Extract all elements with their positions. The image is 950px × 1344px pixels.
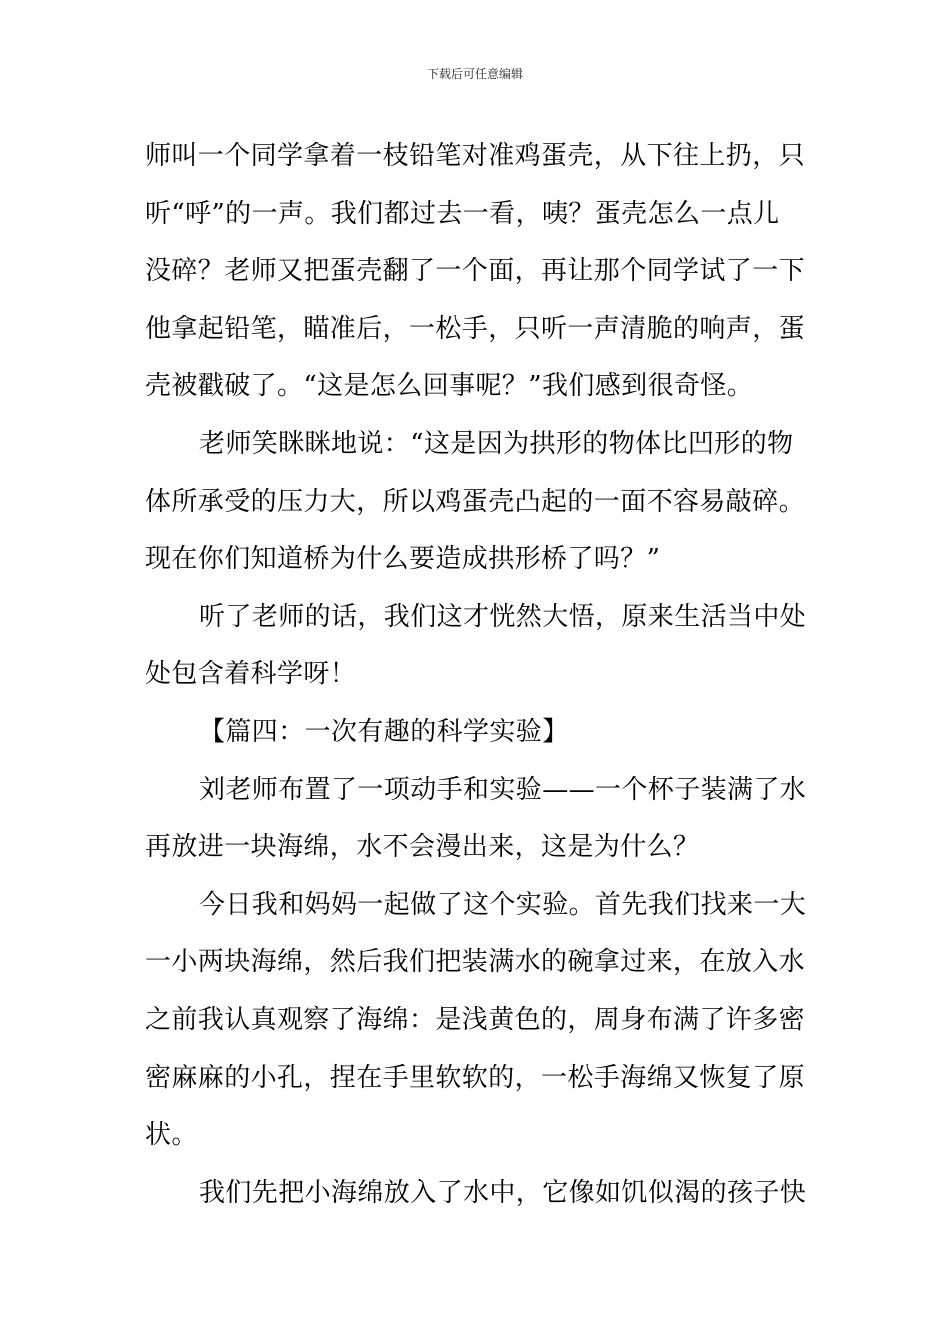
text-line: 一小两块海绵，然后我们把装满水的碗拿过来，在放入水 [145,947,806,978]
text-line: 刘老师布置了一项动手和实验——一个杯子装满了水 [199,774,807,805]
text-line: 他拿起铅笔，瞄准后，一松手，只听一声清脆的响声，蛋 [145,313,806,344]
text-line: 听“呼”的一声。我们都过去一看，咦？蛋壳怎么一点儿 [145,198,780,229]
text-line: 密麻麻的小孔，捏在手里软软的，一松手海绵又恢复了原 [145,1062,806,1093]
document-body [145,128,809,1222]
text-line: 我们先把小海绵放入了水中，它像如饥似渴的孩子快 [199,1177,807,1208]
text-line: 再放进一块海绵，水不会漫出来，这是为什么？ [145,832,700,863]
text-line: 状。 [145,1120,198,1151]
text-line: 老师笑眯眯地说：“这是因为拱形的物体比凹形的物 [199,428,794,459]
text-line: 没碎？老师又把蛋壳翻了一个面，再让那个同学试了一下 [145,256,806,287]
text-line: 之前我认真观察了海绵：是浅黄色的，周身布满了许多密 [145,1004,806,1035]
page-header: 下载后可任意编辑 [426,67,523,81]
section-heading: 【篇四：一次有趣的科学实验】 [199,716,569,747]
text-line: 师叫一个同学拿着一枝铅笔对准鸡蛋壳，从下往上扔，只 [145,141,806,171]
text-line: 壳被戳破了。“这是怎么回事呢？”我们感到很奇怪。 [145,371,754,402]
text-line: 现在你们知道桥为什么要造成拱形桥了吗？” [145,544,661,575]
text-line: 今日我和妈妈一起做了这个实验。首先我们找来一大 [199,889,807,920]
text-line: 处包含着科学呀！ [145,659,357,690]
text-line: 体所承受的压力大，所以鸡蛋壳凸起的一面不容易敲碎。 [145,486,806,517]
text-line: 听了老师的话，我们这才恍然大悟，原来生活当中处 [199,601,807,632]
